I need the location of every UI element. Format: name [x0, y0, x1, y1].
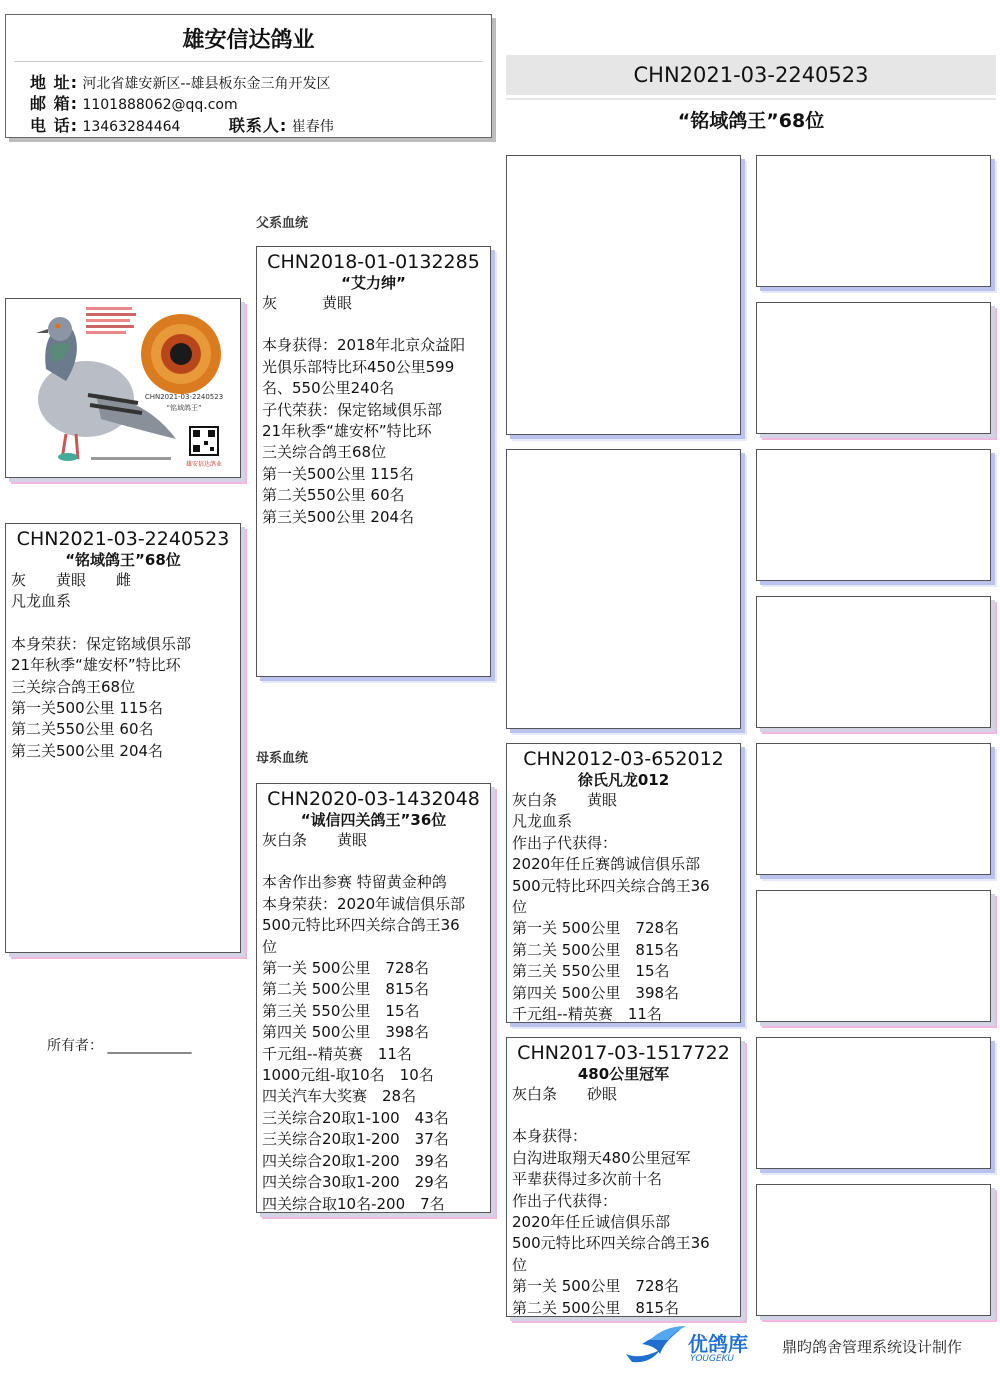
dam-line: 1000元组-取10名 10名	[262, 1066, 434, 1085]
dam-sire-line: 500元特比环四关综合鸽王36	[512, 876, 710, 895]
great-grandparent-card-6	[756, 890, 991, 1022]
dam-line: 千元组--精英赛 11名	[262, 1044, 412, 1063]
owner-blank[interactable]: ____________	[107, 1038, 192, 1054]
subject-line: 第三关500公里 204名	[11, 741, 164, 760]
logo-english: YOUGEKU	[690, 1354, 735, 1364]
dam-line: 第一关 500公里 728名	[262, 959, 430, 978]
breeder-name: 雄安信达鸽业	[182, 28, 315, 53]
photo-stamp: 雄安信达鸽业	[185, 461, 223, 468]
subject-name: “铭域鸽王”68位	[65, 551, 181, 569]
dam-line: 三关综合20取1-200 37名	[262, 1130, 449, 1149]
dam-line: 灰白条 黄眼	[262, 831, 368, 849]
subject-ring-number: CHN2021-03-2240523	[16, 528, 230, 550]
dam-dam-line: 平辈获得过多次前十名	[512, 1170, 663, 1189]
dam-sire-line: 位	[512, 898, 528, 917]
sire-line: 第二关550公里 60名	[262, 486, 405, 505]
dam-dam-line: 第二关 500公里 815名	[512, 1298, 680, 1317]
design-credit: 鼎昀鸽舍管理系统设计制作	[782, 1338, 963, 1356]
dam-section-label: 母系血统	[256, 751, 309, 766]
address-value: 河北省雄安新区--雄县板东金三角开发区	[82, 76, 331, 92]
dam-line: 四关综合取10名-200 7名	[262, 1194, 445, 1213]
dam-line: 三关综合20取1-100 43名	[262, 1108, 449, 1127]
footer	[620, 1324, 990, 1368]
dam-line: 四关综合30取1-200 29名	[262, 1173, 449, 1192]
pigeon-photo	[6, 299, 240, 477]
sire-line: 第三关500公里 204名	[262, 507, 415, 526]
pigeon-photo-card	[5, 298, 241, 478]
sire-line: 光俱乐部特比环450公里599	[262, 357, 455, 376]
great-grandparent-card-8	[756, 1184, 991, 1316]
subject-line: 凡龙血系	[11, 592, 72, 611]
photo-caption-ring: CHN2021-03-2240523	[144, 393, 224, 401]
dam-dam-line: 作出子代获得：	[512, 1191, 618, 1210]
subject-banner-ring: CHN2021-03-2240523	[506, 55, 996, 95]
subject-line: 第二关550公里 60名	[11, 720, 154, 739]
dam-name: “诚信四关鸽王”36位	[300, 811, 447, 829]
subject-details	[6, 570, 240, 762]
dam-dam-line: 白沟进取翔天480公里冠军	[512, 1148, 691, 1167]
dam-sire-line: 凡龙血系	[512, 812, 573, 831]
dam-dam-name: 480公里冠军	[577, 1065, 670, 1083]
great-grandparent-card-1	[756, 155, 991, 287]
dam-card	[256, 783, 491, 1213]
sire-card	[256, 246, 491, 677]
dam-sire-card	[506, 743, 741, 1023]
sire-dam-card	[506, 449, 741, 729]
dam-line: 四关综合20取1-200 39名	[262, 1151, 449, 1170]
dam-sire-name: 徐氏凡龙012	[577, 771, 670, 789]
dam-sire-ring-number: CHN2012-03-652012	[523, 748, 724, 770]
sire-sire-card	[506, 155, 741, 435]
dam-dam-card	[506, 1037, 741, 1317]
sire-line: 灰 黄眼	[262, 294, 353, 312]
sire-line: 21年秋季“雄安杯”特比环	[262, 422, 432, 441]
dam-dam-line: 500元特比环四关综合鸽王36	[512, 1234, 710, 1253]
dam-sire-line: 第一关 500公里 728名	[512, 919, 680, 938]
dam-line: 500元特比环四关综合鸽王36	[262, 916, 460, 935]
subject-line: 本身荣获：保定铭域俱乐部	[11, 634, 192, 653]
dam-sire-line: 灰白条 黄眼	[512, 791, 618, 809]
great-grandparent-card-2	[756, 302, 991, 434]
contact-label: 联系人:	[228, 116, 288, 135]
sire-line: 本身获得：2018年北京众益阳	[262, 336, 466, 355]
email-row	[30, 94, 238, 115]
dam-line: 本身荣获：2020年诚信俱乐部	[262, 894, 466, 913]
dam-line: 第四关 500公里 398名	[262, 1023, 430, 1042]
email-label: 邮 箱:	[30, 94, 78, 113]
sire-line: 名、550公里240名	[262, 379, 395, 398]
header-divider	[14, 61, 483, 62]
dam-line: 第二关 500公里 815名	[262, 980, 430, 999]
great-grandparent-card-5	[756, 743, 991, 875]
phone-row	[30, 116, 334, 137]
subject-banner-divider	[506, 98, 996, 100]
dam-ring-number: CHN2020-03-1432048	[267, 788, 480, 810]
subject-pedigree-card	[5, 523, 241, 953]
dam-sire-line: 2020年任丘赛鸽诚信俱乐部	[512, 855, 701, 874]
dam-line: 四关汽车大奖赛 28名	[262, 1087, 417, 1106]
dam-line: 本舍作出参赛 特留黄金种鸽	[262, 873, 447, 892]
subject-line: 21年秋季“雄安杯”特比环	[11, 656, 181, 675]
owner-row	[47, 1035, 191, 1055]
dam-dam-line	[507, 1105, 740, 1126]
dam-sire-line: 第二关 500公里 815名	[512, 940, 680, 959]
dam-sire-line: 第四关 500公里 398名	[512, 983, 680, 1002]
sire-line: 子代荣获：保定铭域俱乐部	[262, 400, 443, 419]
great-grandparent-card-7	[756, 1037, 991, 1169]
dam-dam-line: 本身获得：	[512, 1127, 588, 1146]
yougeku-logo-icon	[620, 1324, 690, 1368]
subject-line: 三关综合鸽王68位	[11, 677, 136, 696]
phone-label: 电 话:	[30, 116, 78, 135]
subject-line: 第一关500公里 115名	[11, 699, 164, 718]
photo-caption-name: “铭域鸽王”	[166, 404, 202, 412]
dam-sire-line: 作出子代获得：	[512, 833, 618, 852]
phone-value: 13463284464	[82, 119, 181, 135]
sire-ring-number: CHN2018-01-0132285	[267, 251, 480, 273]
dam-dam-line: 灰白条 砂眼	[512, 1085, 618, 1103]
email-value[interactable]: 1101888062@qq.com	[82, 97, 238, 113]
dam-dam-ring-number: CHN2017-03-1517722	[517, 1042, 730, 1064]
dam-sire-line: 第三关 550公里 15名	[512, 962, 670, 981]
sire-line: 第一关500公里 115名	[262, 464, 415, 483]
owner-label: 所有者：	[47, 1038, 103, 1054]
dam-dam-line: 第一关 500公里 728名	[512, 1277, 680, 1296]
great-grandparent-card-3	[756, 449, 991, 581]
great-grandparent-card-4	[756, 596, 991, 728]
breeder-header	[5, 14, 492, 138]
dam-sire-line: 千元组--精英赛 11名	[512, 1005, 662, 1024]
subject-line	[6, 613, 240, 634]
address-label: 地 址:	[30, 73, 78, 92]
logo-chinese: 优鸽库	[688, 1332, 748, 1356]
dam-dam-line: 2020年任丘诚信俱乐部	[512, 1213, 671, 1232]
dam-line	[257, 851, 490, 872]
address-row	[30, 73, 331, 94]
sire-section-label: 父系血统	[256, 216, 309, 231]
subject-line: 灰 黄眼 雌	[11, 571, 132, 589]
subject-banner-title: “铭域鸽王”68位	[677, 110, 825, 132]
sire-name: “艾力绅”	[341, 274, 406, 292]
dam-line: 位	[262, 937, 278, 956]
sire-line	[257, 314, 490, 335]
dam-line: 第三关 550公里 15名	[262, 1001, 420, 1020]
contact-value: 崔春伟	[291, 119, 334, 135]
sire-line: 三关综合鸽王68位	[262, 443, 387, 462]
dam-dam-line: 位	[512, 1255, 528, 1274]
